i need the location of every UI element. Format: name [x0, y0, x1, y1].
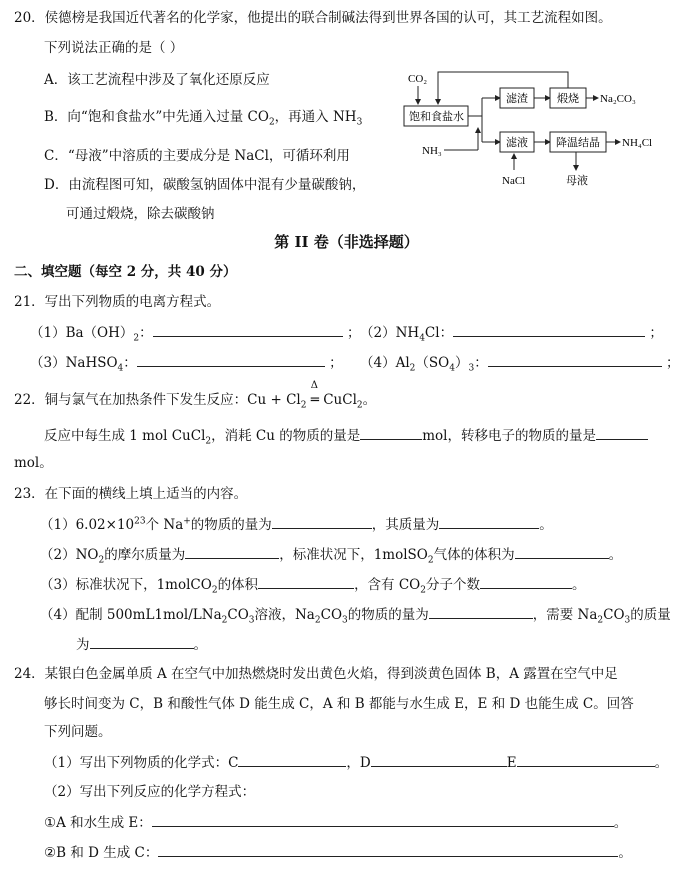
q20-option-b: B．向“饱和食盐水”中先通入过量 $CO_2$，再通入 $NH_3$	[44, 109, 363, 128]
q23-item-1: $(1)6.02\times 10^{23}$个 Na+的物质的量为 ，其质量为 。	[40, 514, 553, 535]
q23-item-2: $(2)NO_2$的摩尔质量为 ，标准状况下，1molSO$_2$气体的体积为 。	[40, 544, 622, 565]
answer-blank[interactable]	[90, 634, 194, 649]
q24-part-1: （1）写出下列物质的化学式：C ，D E 。	[44, 752, 668, 773]
answer-blank[interactable]	[371, 752, 507, 767]
co2-label: CO₂	[408, 73, 428, 85]
nh4cl-label: NH₄Cl	[622, 137, 653, 149]
answer-blank[interactable]	[360, 425, 422, 440]
calcine-label: 煅烧	[557, 93, 579, 105]
q24-reaction-2: ②B 和 D 生成 C： 。	[44, 842, 632, 863]
na2co3-label: Na₂CO₃	[600, 93, 636, 105]
heat-symbol: Δ	[310, 380, 319, 391]
process-flow-diagram	[400, 66, 670, 196]
q24-stem-line1: 24．某银白色金属单质 A 在空气中加热燃烧时发出黄色火焰，得到淡黄色固体 B，A 露置在空气中足	[14, 666, 618, 682]
q22-stem: 22．铜与氯气在加热条件下发生反应：$Cu + Cl_2$ Δ ═ CuCl$_2$。	[14, 390, 376, 410]
residue-label: 滤渣	[506, 93, 528, 105]
answer-blank[interactable]	[488, 352, 662, 367]
answer-blank[interactable]	[258, 574, 354, 589]
q21-item-4: $(4)Al_2(SO_4)_3$： ；	[360, 352, 679, 373]
nh3-label: NH₃	[422, 145, 442, 157]
q23-item-3: （3）标准状况下，1molCO$_2$的体积 ，含有 $CO_2$分子个数 。	[40, 574, 586, 595]
nacl-label: NaCl	[502, 175, 526, 187]
brine-label: 饱和食盐水	[409, 111, 464, 123]
answer-blank[interactable]	[429, 604, 533, 619]
q20-option-d-line1: D．由流程图可知，碳酸氢钠固体中混有少量碳酸钠，	[44, 177, 366, 193]
q22-line2: 反应中每生成 1 mol CuCl$_2$，消耗 Cu 的物质的量是 mol，转移电子的物质的量是	[44, 425, 648, 446]
q22-line3: mol。	[14, 455, 53, 471]
answer-blank[interactable]	[439, 514, 539, 529]
answer-blank[interactable]	[517, 752, 655, 767]
q20-option-d-line2: 可通过煅烧，除去碳酸钠	[66, 206, 215, 222]
q23-stem: 23．在下面的横线上填上适当的内容。	[14, 486, 248, 502]
answer-blank[interactable]	[515, 544, 609, 559]
answer-blank[interactable]	[152, 812, 614, 827]
answer-blank[interactable]	[137, 352, 325, 367]
q24-stem-line3: 下列问题。	[44, 724, 112, 740]
cooling-label: 降温结晶	[556, 137, 600, 149]
q21-item-1: $(1)Ba(OH)_2$： ；	[30, 322, 360, 343]
answer-blank[interactable]	[272, 514, 372, 529]
answer-blank[interactable]	[453, 322, 645, 337]
volume-title: 第 II 卷（非选择题）	[274, 233, 419, 251]
answer-blank[interactable]	[596, 425, 648, 440]
mother-liquor-label: 母液	[566, 175, 588, 187]
q20-option-a: A．该工艺流程中涉及了氧化还原反应	[44, 72, 270, 88]
answer-blank[interactable]	[153, 322, 343, 337]
q21-item-3: （3）NaHSO$_4$： ；	[30, 352, 343, 373]
answer-blank[interactable]	[238, 752, 346, 767]
q21-stem: 21．写出下列物质的电离方程式。	[14, 294, 221, 310]
answer-blank[interactable]	[480, 574, 572, 589]
q23-item-4: （4）配制 $500mL1mol/LNa_2CO_3$溶液，$Na_2CO_3$的物质的量为 ，需要 $Na_2CO_3$的质量	[40, 604, 671, 625]
filtrate-label: 滤液	[506, 137, 528, 149]
q21-item-2: $(2)NH_4Cl$： ；	[360, 322, 663, 343]
q24-reaction-1: ①A 和水生成 E： 。	[44, 812, 627, 833]
q20-option-c: C．“母液”中溶质的主要成分是 NaCl，可循环利用	[44, 148, 350, 164]
q20-stem-line1: 20．侯德榜是我国近代著名的化学家，他提出的联合制碱法得到世界各国的认可，其工艺流程如图。	[14, 10, 612, 26]
answer-blank[interactable]	[158, 842, 618, 857]
q24-part-2: （2）写出下列反应的化学方程式：	[44, 784, 256, 800]
fill-in-section-title: 二、填空题（每空 2 分，共 40 分）	[14, 264, 237, 280]
answer-blank[interactable]	[185, 544, 279, 559]
q24-stem-line2: 够长时间变为 C，B 和酸性气体 D 能生成 C，A 和 B 都能与水生成 E，E 和 D 也能生成 C。回答	[44, 696, 634, 712]
q20-stem-line2: 下列说法正确的是（ ）	[44, 40, 184, 56]
q23-item-4-cont: 为 。	[76, 634, 207, 655]
